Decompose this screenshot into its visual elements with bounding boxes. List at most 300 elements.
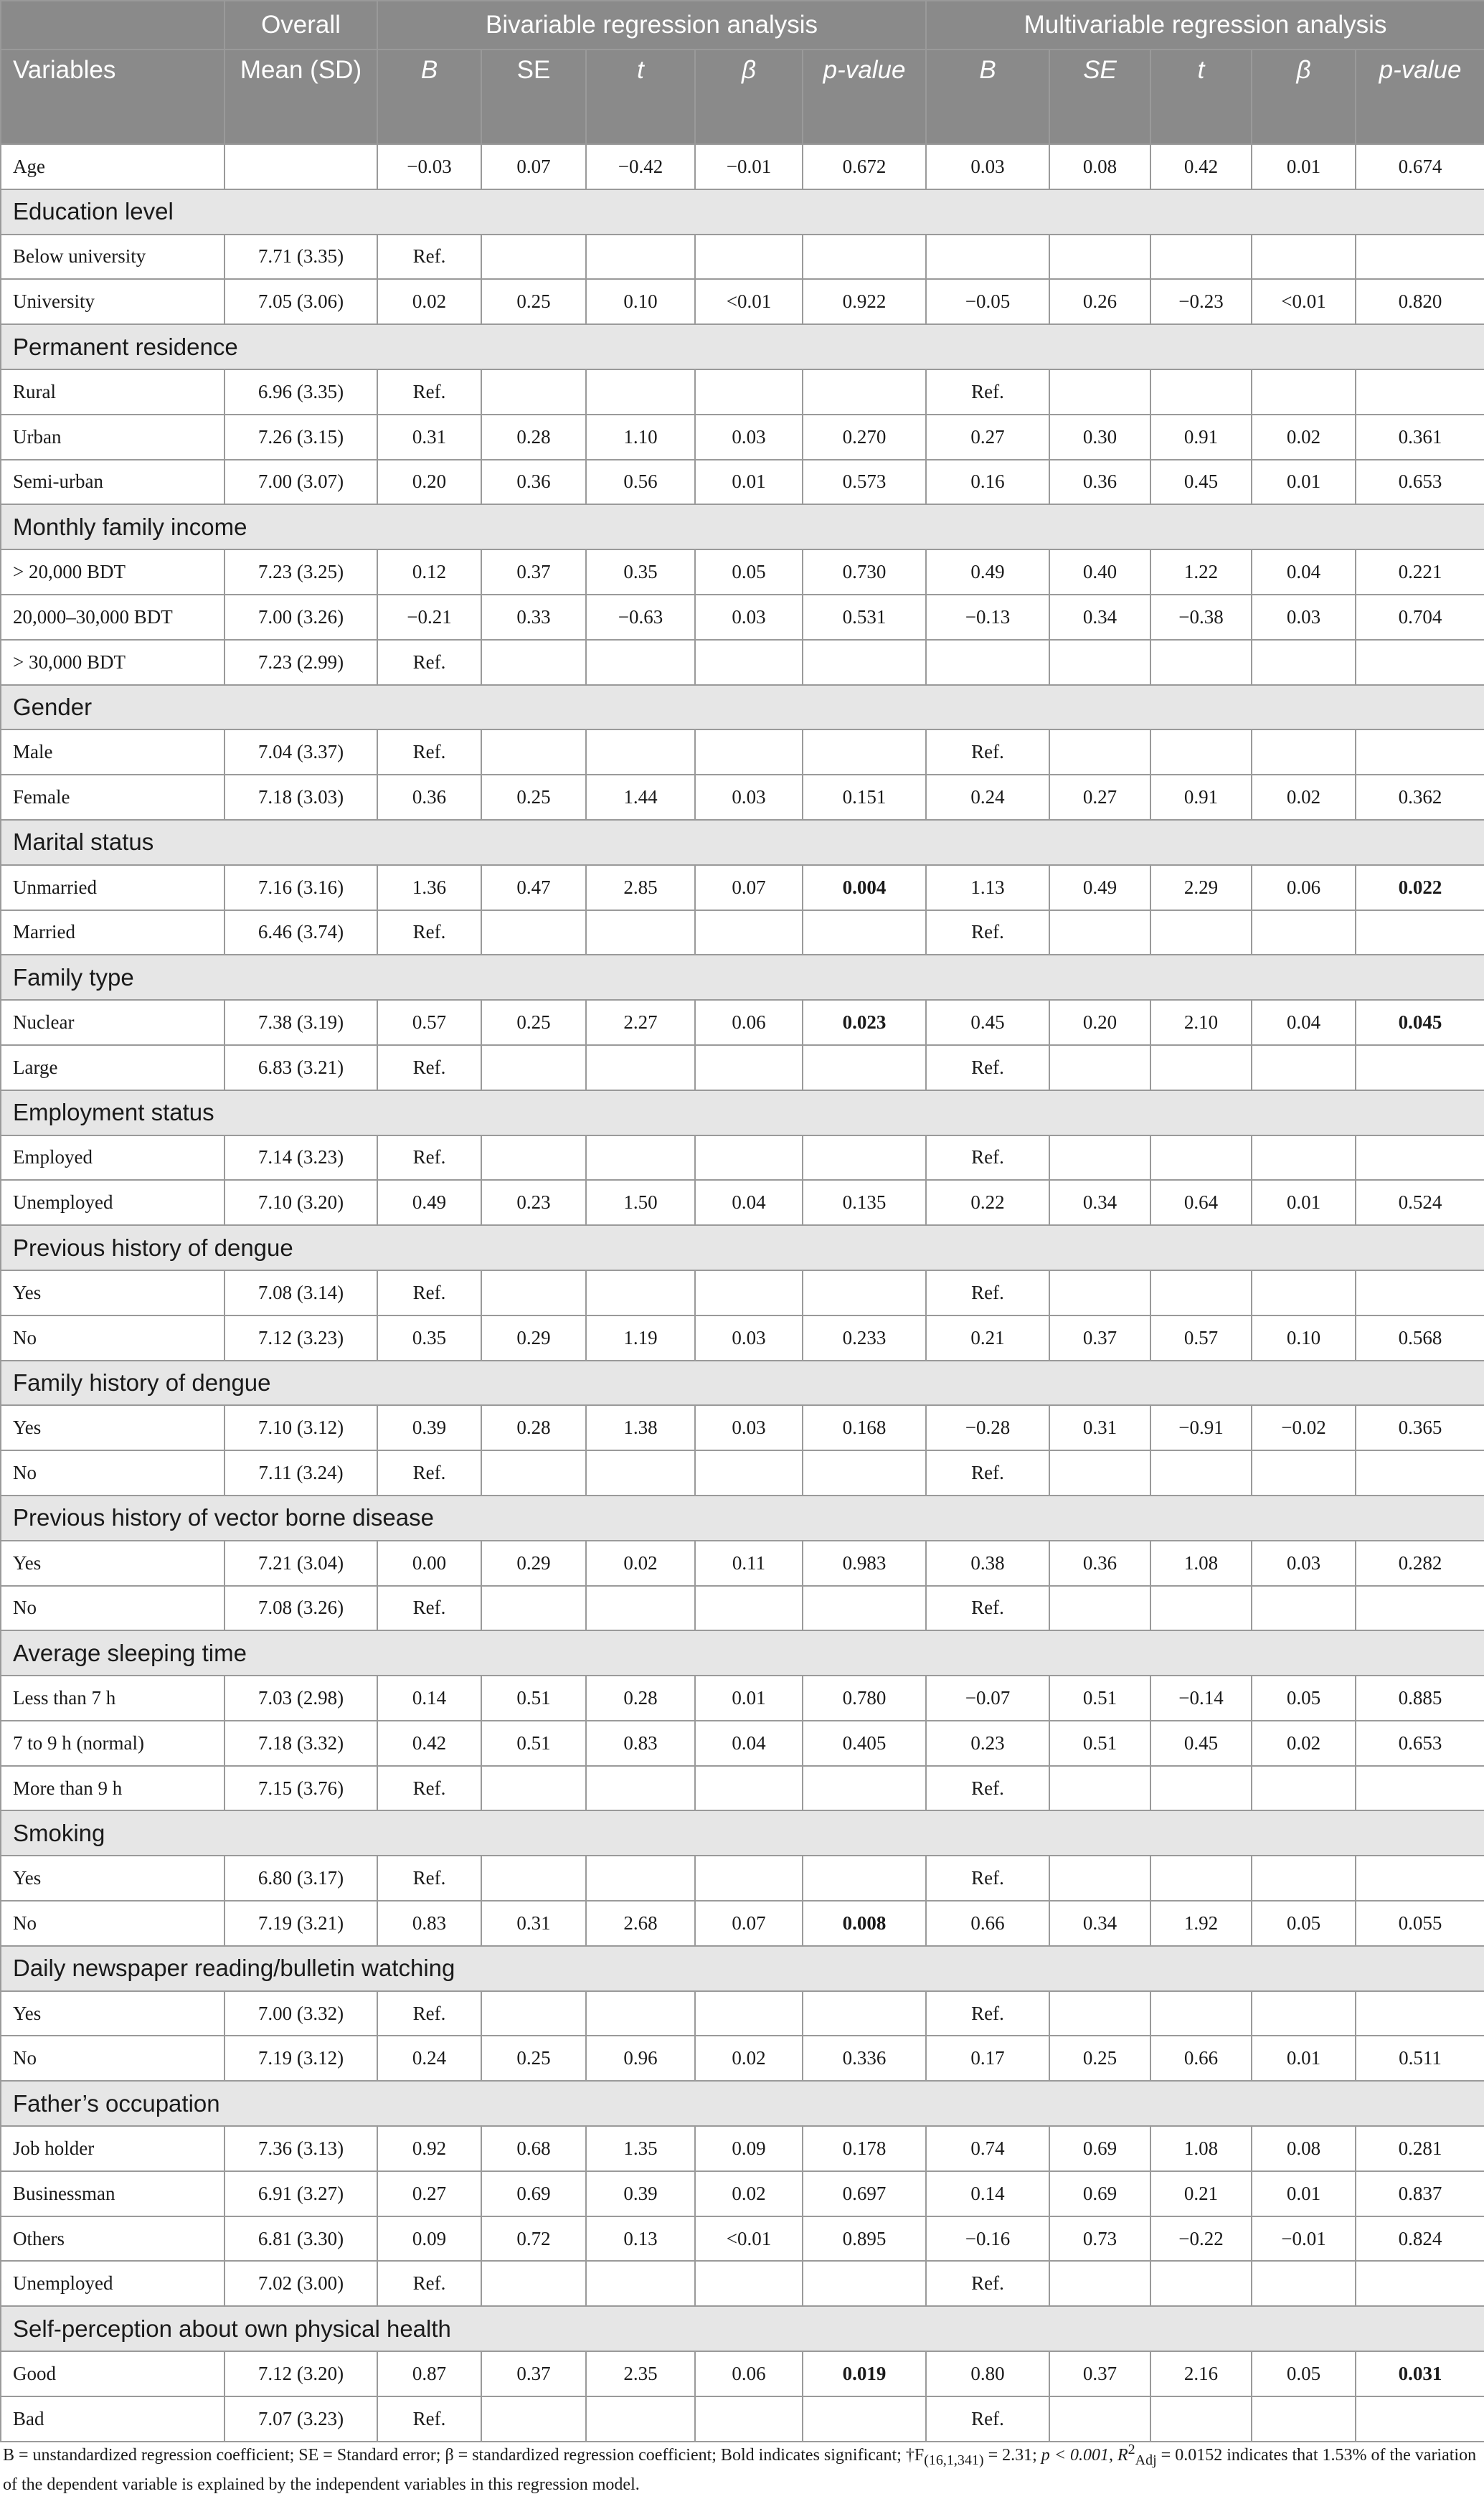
table-row <box>1 1135 1484 1181</box>
multivariable-se-cell: 0.40 <box>1049 549 1150 595</box>
bivariable-b-cell: Ref. <box>377 369 481 415</box>
multivariable-se-cell <box>1049 910 1150 955</box>
bivariable-b-cell: Ref. <box>377 729 481 775</box>
multivariable-b-cell: 0.17 <box>926 2036 1049 2081</box>
bivariable-se-cell: 0.51 <box>481 1721 586 1766</box>
header-se-multivariable: SE <box>1049 49 1150 144</box>
bivariable-se-cell: 0.51 <box>481 1676 586 1721</box>
bivariable-b-cell: 1.36 <box>377 865 481 910</box>
multivariable-t-cell <box>1150 1135 1252 1181</box>
bivariable-t-cell <box>586 1270 695 1315</box>
multivariable-t-cell: 0.64 <box>1150 1180 1252 1225</box>
bivariable-b-cell: Ref. <box>377 1135 481 1181</box>
multivariable-se-cell: 0.25 <box>1049 2036 1150 2081</box>
bivariable-se-cell: 0.23 <box>481 1180 586 1225</box>
bivariable-beta-cell: <0.01 <box>695 2216 803 2262</box>
variable-label: Good <box>1 2351 225 2396</box>
bivariable-t-cell: 0.10 <box>586 279 695 324</box>
multivariable-t-cell <box>1150 1270 1252 1315</box>
multivariable-beta-cell: 0.05 <box>1252 1901 1356 1946</box>
footnote-r2: R <box>1117 2446 1128 2465</box>
multivariable-beta-cell: 0.01 <box>1252 2036 1356 2081</box>
multivariable-se-cell: 0.34 <box>1049 595 1150 640</box>
mean-sd-cell: 7.15 (3.76) <box>225 1766 377 1811</box>
group-header-row <box>1 1361 1484 1406</box>
multivariable-se-cell <box>1049 1991 1150 2036</box>
bivariable-t-cell: 1.38 <box>586 1405 695 1450</box>
variable-label: 20,000–30,000 BDT <box>1 595 225 640</box>
bivariable-t-cell <box>586 1586 695 1631</box>
group-label: Previous history of dengue <box>1 1225 1484 1270</box>
multivariable-t-cell <box>1150 1766 1252 1811</box>
variable-label: Female <box>1 775 225 820</box>
mean-sd-cell: 7.00 (3.26) <box>225 595 377 640</box>
table-row <box>1 2216 1484 2262</box>
variable-label: No <box>1 1450 225 1496</box>
bivariable-t-cell: 0.96 <box>586 2036 695 2081</box>
bivariable-pvalue-cell <box>803 1766 926 1811</box>
multivariable-beta-cell: 0.05 <box>1252 2351 1356 2396</box>
multivariable-se-cell <box>1049 2261 1150 2306</box>
bivariable-se-cell <box>481 1270 586 1315</box>
variable-label: Age <box>1 144 225 189</box>
table-row <box>1 1586 1484 1631</box>
group-label: Father’s occupation <box>1 2081 1484 2126</box>
multivariable-pvalue-cell <box>1356 640 1484 685</box>
bivariable-b-cell: 0.27 <box>377 2171 481 2216</box>
multivariable-pvalue-cell: 0.674 <box>1356 144 1484 189</box>
bivariable-b-cell: 0.87 <box>377 2351 481 2396</box>
bivariable-b-cell: Ref. <box>377 1766 481 1811</box>
multivariable-se-cell <box>1049 1766 1150 1811</box>
mean-sd-cell: 7.71 (3.35) <box>225 235 377 280</box>
multivariable-b-cell: 0.21 <box>926 1315 1049 1361</box>
header-pvalue-bivariable: p-value <box>803 49 926 144</box>
bivariable-t-cell: 0.02 <box>586 1541 695 1586</box>
bivariable-se-cell: 0.37 <box>481 549 586 595</box>
header-bivariable: Bivariable regression analysis <box>377 1 926 49</box>
bivariable-t-cell: 0.13 <box>586 2216 695 2262</box>
bivariable-pvalue-cell <box>803 2396 926 2442</box>
table-row <box>1 1180 1484 1225</box>
bivariable-se-cell <box>481 235 586 280</box>
bivariable-pvalue-cell: 0.697 <box>803 2171 926 2216</box>
bivariable-pvalue-cell <box>803 235 926 280</box>
group-header-row <box>1 1946 1484 1991</box>
bivariable-t-cell: 0.39 <box>586 2171 695 2216</box>
header-row-groups <box>1 1 1484 49</box>
bivariable-t-cell <box>586 640 695 685</box>
bivariable-se-cell: 0.69 <box>481 2171 586 2216</box>
bivariable-pvalue-cell <box>803 1586 926 1631</box>
multivariable-se-cell: 0.51 <box>1049 1721 1150 1766</box>
multivariable-b-cell: Ref. <box>926 729 1049 775</box>
bivariable-t-cell <box>586 729 695 775</box>
group-header-row <box>1 1496 1484 1541</box>
multivariable-beta-cell <box>1252 1991 1356 2036</box>
bivariable-pvalue-cell: 0.178 <box>803 2126 926 2171</box>
table-row <box>1 1405 1484 1450</box>
multivariable-t-cell: 1.22 <box>1150 549 1252 595</box>
group-header-row <box>1 2081 1484 2126</box>
multivariable-b-cell: −0.07 <box>926 1676 1049 1721</box>
group-label: Family type <box>1 955 1484 1000</box>
bivariable-b-cell: 0.83 <box>377 1901 481 1946</box>
multivariable-beta-cell <box>1252 1045 1356 1090</box>
bivariable-beta-cell: 0.06 <box>695 1000 803 1045</box>
bivariable-beta-cell <box>695 1450 803 1496</box>
multivariable-beta-cell: 0.05 <box>1252 1676 1356 1721</box>
multivariable-b-cell: 0.22 <box>926 1180 1049 1225</box>
bivariable-t-cell: 1.19 <box>586 1315 695 1361</box>
bivariable-pvalue-cell <box>803 1045 926 1090</box>
table-row <box>1 640 1484 685</box>
bivariable-beta-cell: 0.04 <box>695 1721 803 1766</box>
multivariable-pvalue-cell: 0.031 <box>1356 2351 1484 2396</box>
multivariable-se-cell: 0.34 <box>1049 1901 1150 1946</box>
multivariable-t-cell <box>1150 1045 1252 1090</box>
header-mean-sd: Mean (SD) <box>225 49 377 144</box>
multivariable-b-cell: −0.05 <box>926 279 1049 324</box>
group-label: Marital status <box>1 820 1484 865</box>
multivariable-beta-cell <box>1252 1135 1356 1181</box>
multivariable-t-cell: 0.45 <box>1150 1721 1252 1766</box>
multivariable-pvalue-cell <box>1356 369 1484 415</box>
bivariable-pvalue-cell: 0.531 <box>803 595 926 640</box>
bivariable-pvalue-cell: 0.270 <box>803 415 926 460</box>
multivariable-b-cell <box>926 640 1049 685</box>
bivariable-b-cell: −0.21 <box>377 595 481 640</box>
table-row <box>1 1856 1484 1901</box>
bivariable-b-cell: 0.36 <box>377 775 481 820</box>
multivariable-se-cell: 0.34 <box>1049 1180 1150 1225</box>
header-multivariable: Multivariable regression analysis <box>926 1 1484 49</box>
multivariable-se-cell <box>1049 1586 1150 1631</box>
bivariable-beta-cell: 0.01 <box>695 460 803 505</box>
footnote-f-stat: †F <box>905 2446 925 2465</box>
bivariable-beta-cell <box>695 369 803 415</box>
footnote-p: p < 0.001, <box>1041 2446 1117 2465</box>
bivariable-b-cell: 0.20 <box>377 460 481 505</box>
header-pvalue-multivariable: p-value <box>1356 49 1484 144</box>
mean-sd-cell: 7.14 (3.23) <box>225 1135 377 1181</box>
bivariable-t-cell <box>586 1045 695 1090</box>
multivariable-t-cell: 0.57 <box>1150 1315 1252 1361</box>
bivariable-se-cell: 0.28 <box>481 1405 586 1450</box>
multivariable-pvalue-cell: 0.568 <box>1356 1315 1484 1361</box>
bivariable-beta-cell: 0.09 <box>695 2126 803 2171</box>
bivariable-t-cell <box>586 910 695 955</box>
multivariable-beta-cell: 0.03 <box>1252 595 1356 640</box>
table-row <box>1 595 1484 640</box>
mean-sd-cell: 7.12 (3.23) <box>225 1315 377 1361</box>
multivariable-se-cell <box>1049 729 1150 775</box>
bivariable-se-cell: 0.31 <box>481 1901 586 1946</box>
bivariable-pvalue-cell <box>803 1450 926 1496</box>
multivariable-se-cell <box>1049 1450 1150 1496</box>
header-row-columns <box>1 49 1484 144</box>
bivariable-pvalue-cell: 0.008 <box>803 1901 926 1946</box>
multivariable-beta-cell: 0.02 <box>1252 415 1356 460</box>
variable-label: Less than 7 h <box>1 1676 225 1721</box>
multivariable-b-cell: Ref. <box>926 1586 1049 1631</box>
bivariable-se-cell <box>481 640 586 685</box>
group-header-row <box>1 189 1484 235</box>
bivariable-b-cell: 0.09 <box>377 2216 481 2262</box>
bivariable-pvalue-cell: 0.922 <box>803 279 926 324</box>
multivariable-beta-cell: 0.01 <box>1252 1180 1356 1225</box>
variable-label: University <box>1 279 225 324</box>
bivariable-se-cell: 0.25 <box>481 775 586 820</box>
table-row <box>1 1676 1484 1721</box>
mean-sd-cell: 6.83 (3.21) <box>225 1045 377 1090</box>
mean-sd-cell: 7.23 (3.25) <box>225 549 377 595</box>
mean-sd-cell: 7.23 (2.99) <box>225 640 377 685</box>
table-row <box>1 2261 1484 2306</box>
multivariable-pvalue-cell <box>1356 1450 1484 1496</box>
multivariable-pvalue-cell: 0.824 <box>1356 2216 1484 2262</box>
multivariable-pvalue-cell: 0.653 <box>1356 1721 1484 1766</box>
group-label: Average sleeping time <box>1 1630 1484 1676</box>
bivariable-b-cell: Ref. <box>377 1270 481 1315</box>
multivariable-beta-cell: 0.04 <box>1252 549 1356 595</box>
mean-sd-cell: 7.08 (3.14) <box>225 1270 377 1315</box>
multivariable-se-cell: 0.36 <box>1049 460 1150 505</box>
bivariable-t-cell: 1.35 <box>586 2126 695 2171</box>
bivariable-b-cell: 0.02 <box>377 279 481 324</box>
bivariable-beta-cell <box>695 1856 803 1901</box>
multivariable-se-cell <box>1049 1135 1150 1181</box>
bivariable-b-cell: Ref. <box>377 2396 481 2442</box>
multivariable-t-cell <box>1150 1991 1252 2036</box>
footnote-text-b: = 2.31; <box>983 2446 1041 2465</box>
bivariable-t-cell: 1.44 <box>586 775 695 820</box>
multivariable-t-cell: 0.45 <box>1150 460 1252 505</box>
table-body <box>1 144 1484 2442</box>
bivariable-beta-cell <box>695 2396 803 2442</box>
bivariable-b-cell: Ref. <box>377 2261 481 2306</box>
bivariable-beta-cell: 0.04 <box>695 1180 803 1225</box>
multivariable-pvalue-cell: 0.221 <box>1356 549 1484 595</box>
table-row <box>1 729 1484 775</box>
header-b-bivariable: B <box>377 49 481 144</box>
multivariable-pvalue-cell <box>1356 1045 1484 1090</box>
multivariable-pvalue-cell <box>1356 1586 1484 1631</box>
multivariable-b-cell: 0.23 <box>926 1721 1049 1766</box>
multivariable-beta-cell <box>1252 2261 1356 2306</box>
multivariable-t-cell <box>1150 1586 1252 1631</box>
bivariable-t-cell <box>586 1856 695 1901</box>
bivariable-beta-cell: 0.03 <box>695 1405 803 1450</box>
table-row <box>1 2396 1484 2442</box>
multivariable-pvalue-cell: 0.045 <box>1356 1000 1484 1045</box>
variable-label: Semi-urban <box>1 460 225 505</box>
multivariable-beta-cell <box>1252 1856 1356 1901</box>
variable-label: > 20,000 BDT <box>1 549 225 595</box>
bivariable-pvalue-cell: 0.336 <box>803 2036 926 2081</box>
bivariable-se-cell: 0.29 <box>481 1541 586 1586</box>
group-label: Education level <box>1 189 1484 235</box>
bivariable-b-cell: 0.24 <box>377 2036 481 2081</box>
table-row <box>1 910 1484 955</box>
bivariable-beta-cell <box>695 1045 803 1090</box>
group-header-row <box>1 1090 1484 1135</box>
bivariable-beta-cell <box>695 1135 803 1181</box>
bivariable-beta-cell <box>695 2261 803 2306</box>
multivariable-t-cell <box>1150 1450 1252 1496</box>
header-variables: Variables <box>1 49 225 144</box>
multivariable-beta-cell <box>1252 910 1356 955</box>
mean-sd-cell: 6.46 (3.74) <box>225 910 377 955</box>
bivariable-se-cell <box>481 1450 586 1496</box>
multivariable-b-cell: 0.03 <box>926 144 1049 189</box>
group-header-row <box>1 1225 1484 1270</box>
multivariable-pvalue-cell: 0.361 <box>1356 415 1484 460</box>
table-row <box>1 865 1484 910</box>
variable-label: Others <box>1 2216 225 2262</box>
bivariable-beta-cell <box>695 235 803 280</box>
bivariable-pvalue-cell <box>803 640 926 685</box>
mean-sd-cell: 6.80 (3.17) <box>225 1856 377 1901</box>
multivariable-t-cell: −0.91 <box>1150 1405 1252 1450</box>
multivariable-t-cell: 0.66 <box>1150 2036 1252 2081</box>
table-row <box>1 1315 1484 1361</box>
table-row <box>1 1270 1484 1315</box>
variable-label: 7 to 9 h (normal) <box>1 1721 225 1766</box>
bivariable-b-cell: Ref. <box>377 1991 481 2036</box>
multivariable-t-cell: 2.29 <box>1150 865 1252 910</box>
bivariable-se-cell <box>481 369 586 415</box>
bivariable-b-cell: 0.31 <box>377 415 481 460</box>
mean-sd-cell: 7.21 (3.04) <box>225 1541 377 1586</box>
table-row <box>1 460 1484 505</box>
table-row <box>1 144 1484 189</box>
group-header-row <box>1 2306 1484 2351</box>
multivariable-pvalue-cell: 0.511 <box>1356 2036 1484 2081</box>
bivariable-beta-cell: 0.06 <box>695 2351 803 2396</box>
table-row <box>1 1000 1484 1045</box>
bivariable-b-cell: Ref. <box>377 1856 481 1901</box>
multivariable-pvalue-cell <box>1356 910 1484 955</box>
multivariable-b-cell: Ref. <box>926 369 1049 415</box>
bivariable-pvalue-cell: 0.573 <box>803 460 926 505</box>
footnote-r2-sub: Adj <box>1135 2452 1157 2468</box>
bivariable-pvalue-cell: 0.983 <box>803 1541 926 1586</box>
group-label: Family history of dengue <box>1 1361 1484 1406</box>
group-header-row <box>1 1810 1484 1856</box>
header-t-bivariable: t <box>586 49 695 144</box>
bivariable-se-cell <box>481 1586 586 1631</box>
variable-label: Yes <box>1 1991 225 2036</box>
multivariable-pvalue-cell <box>1356 1270 1484 1315</box>
multivariable-pvalue-cell: 0.055 <box>1356 1901 1484 1946</box>
variable-label: Unemployed <box>1 1180 225 1225</box>
bivariable-b-cell: Ref. <box>377 910 481 955</box>
bivariable-pvalue-cell: 0.233 <box>803 1315 926 1361</box>
variable-label: No <box>1 1901 225 1946</box>
multivariable-b-cell: Ref. <box>926 1766 1049 1811</box>
footnote-r2-sup: 2 <box>1128 2442 1135 2457</box>
multivariable-b-cell: 0.45 <box>926 1000 1049 1045</box>
multivariable-pvalue-cell <box>1356 1991 1484 2036</box>
multivariable-pvalue-cell: 0.837 <box>1356 2171 1484 2216</box>
multivariable-b-cell: 0.74 <box>926 2126 1049 2171</box>
multivariable-b-cell: Ref. <box>926 1045 1049 1090</box>
header-blank <box>1 1 225 49</box>
bivariable-t-cell: −0.63 <box>586 595 695 640</box>
multivariable-pvalue-cell: 0.281 <box>1356 2126 1484 2171</box>
variable-label: Yes <box>1 1405 225 1450</box>
bivariable-beta-cell: 0.03 <box>695 595 803 640</box>
table-row <box>1 235 1484 280</box>
bivariable-pvalue-cell <box>803 1856 926 1901</box>
bivariable-pvalue-cell <box>803 1270 926 1315</box>
multivariable-beta-cell <box>1252 1766 1356 1811</box>
multivariable-b-cell: 0.16 <box>926 460 1049 505</box>
bivariable-se-cell: 0.47 <box>481 865 586 910</box>
group-header-row <box>1 1630 1484 1676</box>
header-t-multivariable: t <box>1150 49 1252 144</box>
multivariable-b-cell: Ref. <box>926 2261 1049 2306</box>
mean-sd-cell: 7.12 (3.20) <box>225 2351 377 2396</box>
multivariable-se-cell: 0.08 <box>1049 144 1150 189</box>
variable-label: > 30,000 BDT <box>1 640 225 685</box>
bivariable-se-cell: 0.25 <box>481 279 586 324</box>
bivariable-b-cell: 0.14 <box>377 1676 481 1721</box>
table-row <box>1 1901 1484 1946</box>
bivariable-b-cell: 0.00 <box>377 1541 481 1586</box>
multivariable-pvalue-cell <box>1356 2396 1484 2442</box>
multivariable-beta-cell <box>1252 369 1356 415</box>
multivariable-se-cell <box>1049 640 1150 685</box>
mean-sd-cell: 7.00 (3.32) <box>225 1991 377 2036</box>
multivariable-pvalue-cell: 0.524 <box>1356 1180 1484 1225</box>
variable-label: Unmarried <box>1 865 225 910</box>
table-row <box>1 1721 1484 1766</box>
bivariable-t-cell <box>586 1135 695 1181</box>
multivariable-pvalue-cell: 0.282 <box>1356 1541 1484 1586</box>
footnote-f-sub: (16,1,341) <box>924 2452 984 2468</box>
bivariable-se-cell <box>481 1135 586 1181</box>
multivariable-beta-cell: <0.01 <box>1252 279 1356 324</box>
multivariable-b-cell: Ref. <box>926 910 1049 955</box>
bivariable-b-cell: Ref. <box>377 1045 481 1090</box>
bivariable-se-cell <box>481 729 586 775</box>
bivariable-beta-cell <box>695 1270 803 1315</box>
table-row <box>1 1045 1484 1090</box>
multivariable-se-cell: 0.37 <box>1049 1315 1150 1361</box>
multivariable-beta-cell: 0.01 <box>1252 460 1356 505</box>
bivariable-se-cell: 0.33 <box>481 595 586 640</box>
multivariable-beta-cell <box>1252 2396 1356 2442</box>
bivariable-beta-cell: 0.01 <box>695 1676 803 1721</box>
bivariable-se-cell: 0.72 <box>481 2216 586 2262</box>
bivariable-pvalue-cell <box>803 2261 926 2306</box>
bivariable-se-cell <box>481 1045 586 1090</box>
bivariable-pvalue-cell: 0.672 <box>803 144 926 189</box>
variable-label: Yes <box>1 1270 225 1315</box>
multivariable-se-cell <box>1049 235 1150 280</box>
bivariable-se-cell <box>481 2396 586 2442</box>
multivariable-se-cell: 0.49 <box>1049 865 1150 910</box>
multivariable-se-cell <box>1049 1045 1150 1090</box>
multivariable-se-cell <box>1049 369 1150 415</box>
bivariable-pvalue-cell: 0.135 <box>803 1180 926 1225</box>
bivariable-b-cell: Ref. <box>377 640 481 685</box>
header-beta-multivariable: β <box>1252 49 1356 144</box>
bivariable-pvalue-cell <box>803 729 926 775</box>
bivariable-beta-cell: −0.01 <box>695 144 803 189</box>
